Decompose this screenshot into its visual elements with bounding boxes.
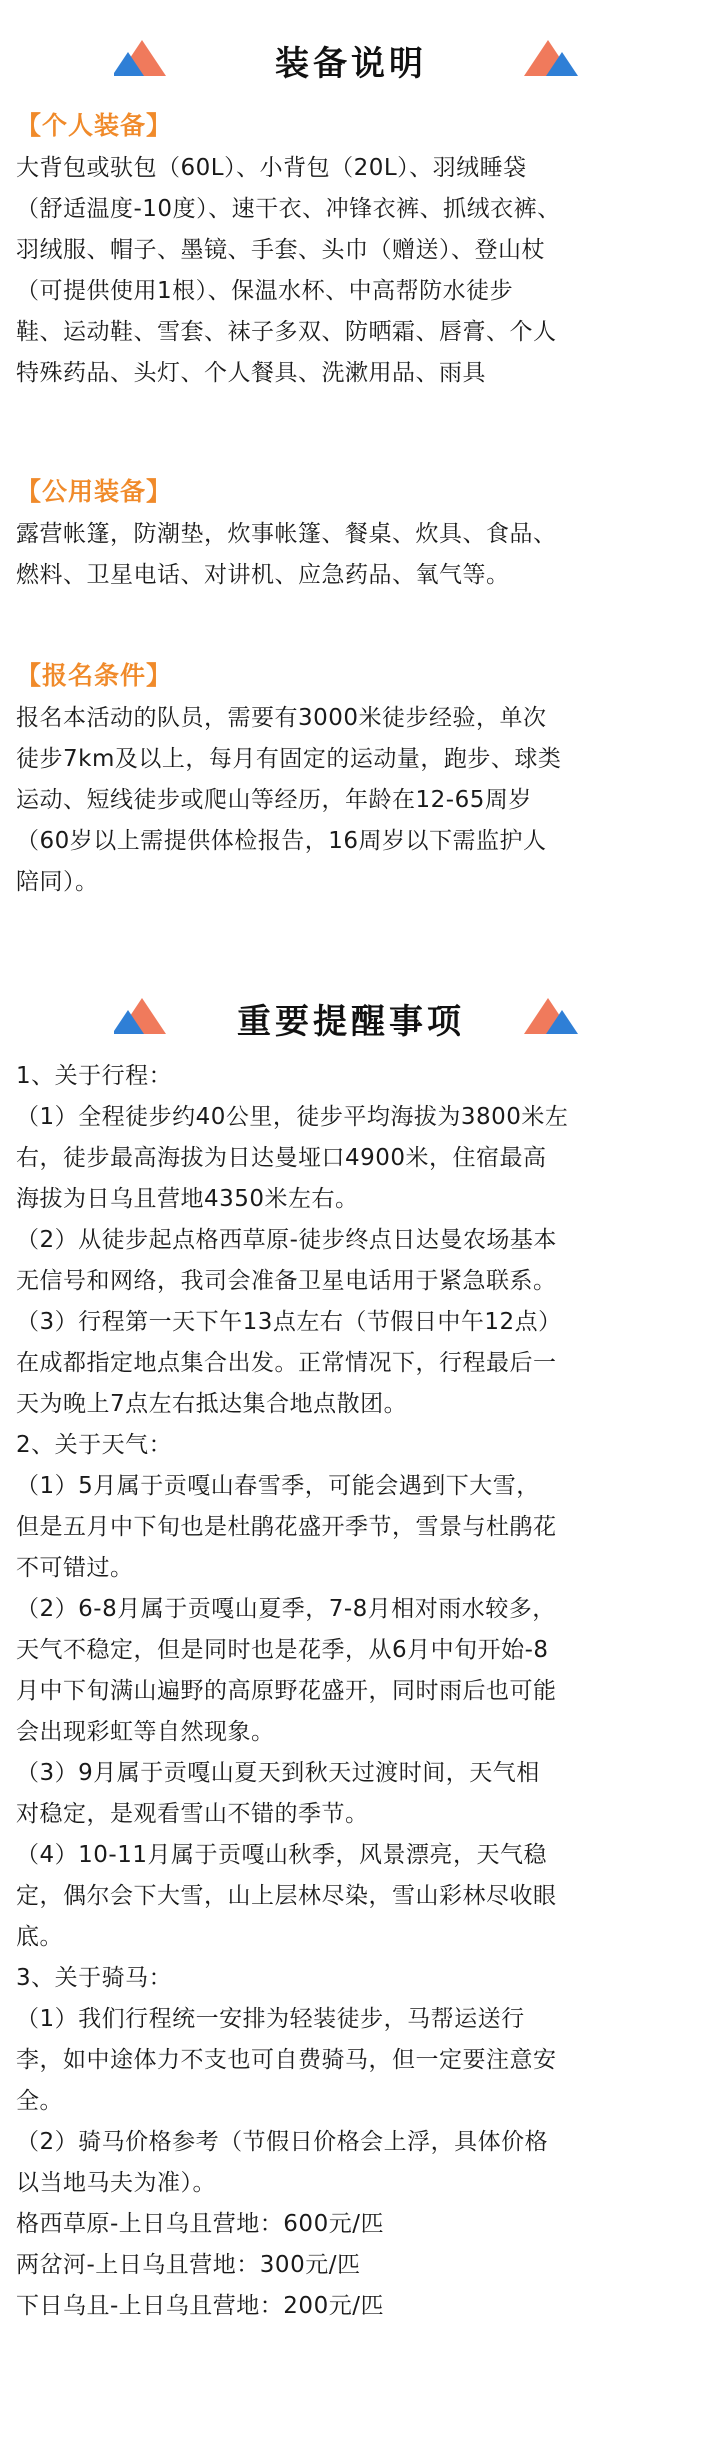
text-line: （2）骑马价格参考（节假日价格会上浮，具体价格: [16, 2129, 549, 2155]
text-line: 李，如中途体力不支也可自费骑马，但一定要注意安: [16, 2047, 557, 2073]
signup-conditions-block: [16, 654, 688, 903]
text-line: 全。: [16, 2088, 63, 2114]
triangles-right-icon: [520, 38, 580, 78]
signup-conditions-heading: 【报名条件】: [16, 661, 173, 690]
section-heading-equipment: [0, 30, 702, 90]
text-line: 格西草原-上日乌且营地：600元/匹: [16, 2211, 384, 2237]
text-line: 鞋、运动鞋、雪套、袜子多双、防晒霜、唇膏、个人: [16, 319, 557, 345]
text-line: 下日乌且-上日乌且营地：200元/匹: [16, 2293, 384, 2319]
text-line: 3、关于骑马：: [16, 1965, 173, 1991]
text-line: （1）全程徒步约40公里，徒步平均海拔为3800米左: [16, 1104, 569, 1130]
text-line: 定，偶尔会下大雪，山上层林尽染，雪山彩林尽收眼: [16, 1883, 557, 1909]
text-line: 2、关于天气：: [16, 1432, 173, 1458]
text-line: 大背包或驮包（60L）、小背包（20L）、羽绒睡袋: [16, 155, 527, 181]
text-line: （1）5月属于贡嘎山春雪季，可能会遇到下大雪，: [16, 1473, 540, 1499]
text-line: 运动、短线徒步或爬山等经历，年龄在12-65周岁: [16, 787, 532, 813]
text-line: 海拔为日乌且营地4350米左右。: [16, 1186, 359, 1212]
text-line: 但是五月中下旬也是杜鹃花盛开季节，雪景与杜鹃花: [16, 1514, 557, 1540]
text-line: 在成都指定地点集合出发。正常情况下，行程最后一: [16, 1350, 557, 1376]
public-equipment-block: [16, 470, 688, 596]
text-line: 报名本活动的队员，需要有3000米徒步经验，单次: [16, 705, 547, 731]
text-line: 对稳定，是观看雪山不错的季节。: [16, 1801, 369, 1827]
personal-equipment-heading: 【个人装备】: [16, 111, 173, 140]
signup-conditions-text: [16, 698, 688, 903]
section-title-equipment: 装备说明: [275, 44, 427, 84]
section-heading-reminders: [0, 988, 702, 1048]
text-line: 不可错过。: [16, 1555, 134, 1581]
triangles-right-icon: [520, 996, 580, 1036]
text-line: 露营帐篷，防潮垫，炊事帐篷、餐桌、炊具、食品、: [16, 521, 557, 547]
text-line: 1、关于行程：: [16, 1063, 173, 1089]
text-line: 底。: [16, 1924, 63, 1950]
reminders-text: [16, 1056, 688, 2327]
personal-equipment-block: [16, 104, 688, 394]
text-line: （2）6-8月属于贡嘎山夏季，7-8月相对雨水较多，: [16, 1596, 556, 1622]
text-line: 徒步7km及以上，每月有固定的运动量，跑步、球类: [16, 746, 562, 772]
text-line: （1）我们行程统一安排为轻装徒步，马帮运送行: [16, 2006, 525, 2032]
public-equipment-heading: 【公用装备】: [16, 477, 173, 506]
text-line: 羽绒服、帽子、墨镜、手套、头巾（赠送）、登山杖: [16, 237, 545, 263]
text-line: （3）行程第一天下午13点左右（节假日中午12点）: [16, 1309, 562, 1335]
section-title-reminders: 重要提醒事项: [237, 1002, 465, 1042]
personal-equipment-text: [16, 148, 688, 394]
text-line: 陪同）。: [16, 869, 99, 895]
text-line: 天为晚上7点左右抵达集合地点散团。: [16, 1391, 408, 1417]
reminders-block: [16, 1056, 688, 2327]
text-line: （舒适温度-10度）、速干衣、冲锋衣裤、抓绒衣裤、: [16, 196, 561, 222]
text-line: 右，徒步最高海拔为日达曼垭口4900米，住宿最高: [16, 1145, 547, 1171]
text-line: 天气不稳定，但是同时也是花季，从6月中旬开始-8: [16, 1637, 549, 1663]
text-line: 燃料、卫星电话、对讲机、应急药品、氧气等。: [16, 562, 510, 588]
text-line: 月中下旬满山遍野的高原野花盛开，同时雨后也可能: [16, 1678, 557, 1704]
text-line: （可提供使用1根）、保温水杯、中高帮防水徒步: [16, 278, 514, 304]
text-line: 两岔河-上日乌且营地：300元/匹: [16, 2252, 361, 2278]
text-line: 会出现彩虹等自然现象。: [16, 1719, 275, 1745]
text-line: 无信号和网络，我司会准备卫星电话用于紧急联系。: [16, 1268, 557, 1294]
text-line: 特殊药品、头灯、个人餐具、洗漱用品、雨具: [16, 360, 486, 386]
public-equipment-text: [16, 514, 688, 596]
text-line: （3）9月属于贡嘎山夏天到秋天过渡时间，天气相: [16, 1760, 540, 1786]
text-line: 以当地马夫为准）。: [16, 2170, 216, 2196]
text-line: （2）从徒步起点格西草原-徒步终点日达曼农场基本: [16, 1227, 557, 1253]
text-line: （4）10-11月属于贡嘎山秋季，风景漂亮，天气稳: [16, 1842, 547, 1868]
text-line: （60岁以上需提供体检报告，16周岁以下需监护人: [16, 828, 547, 854]
